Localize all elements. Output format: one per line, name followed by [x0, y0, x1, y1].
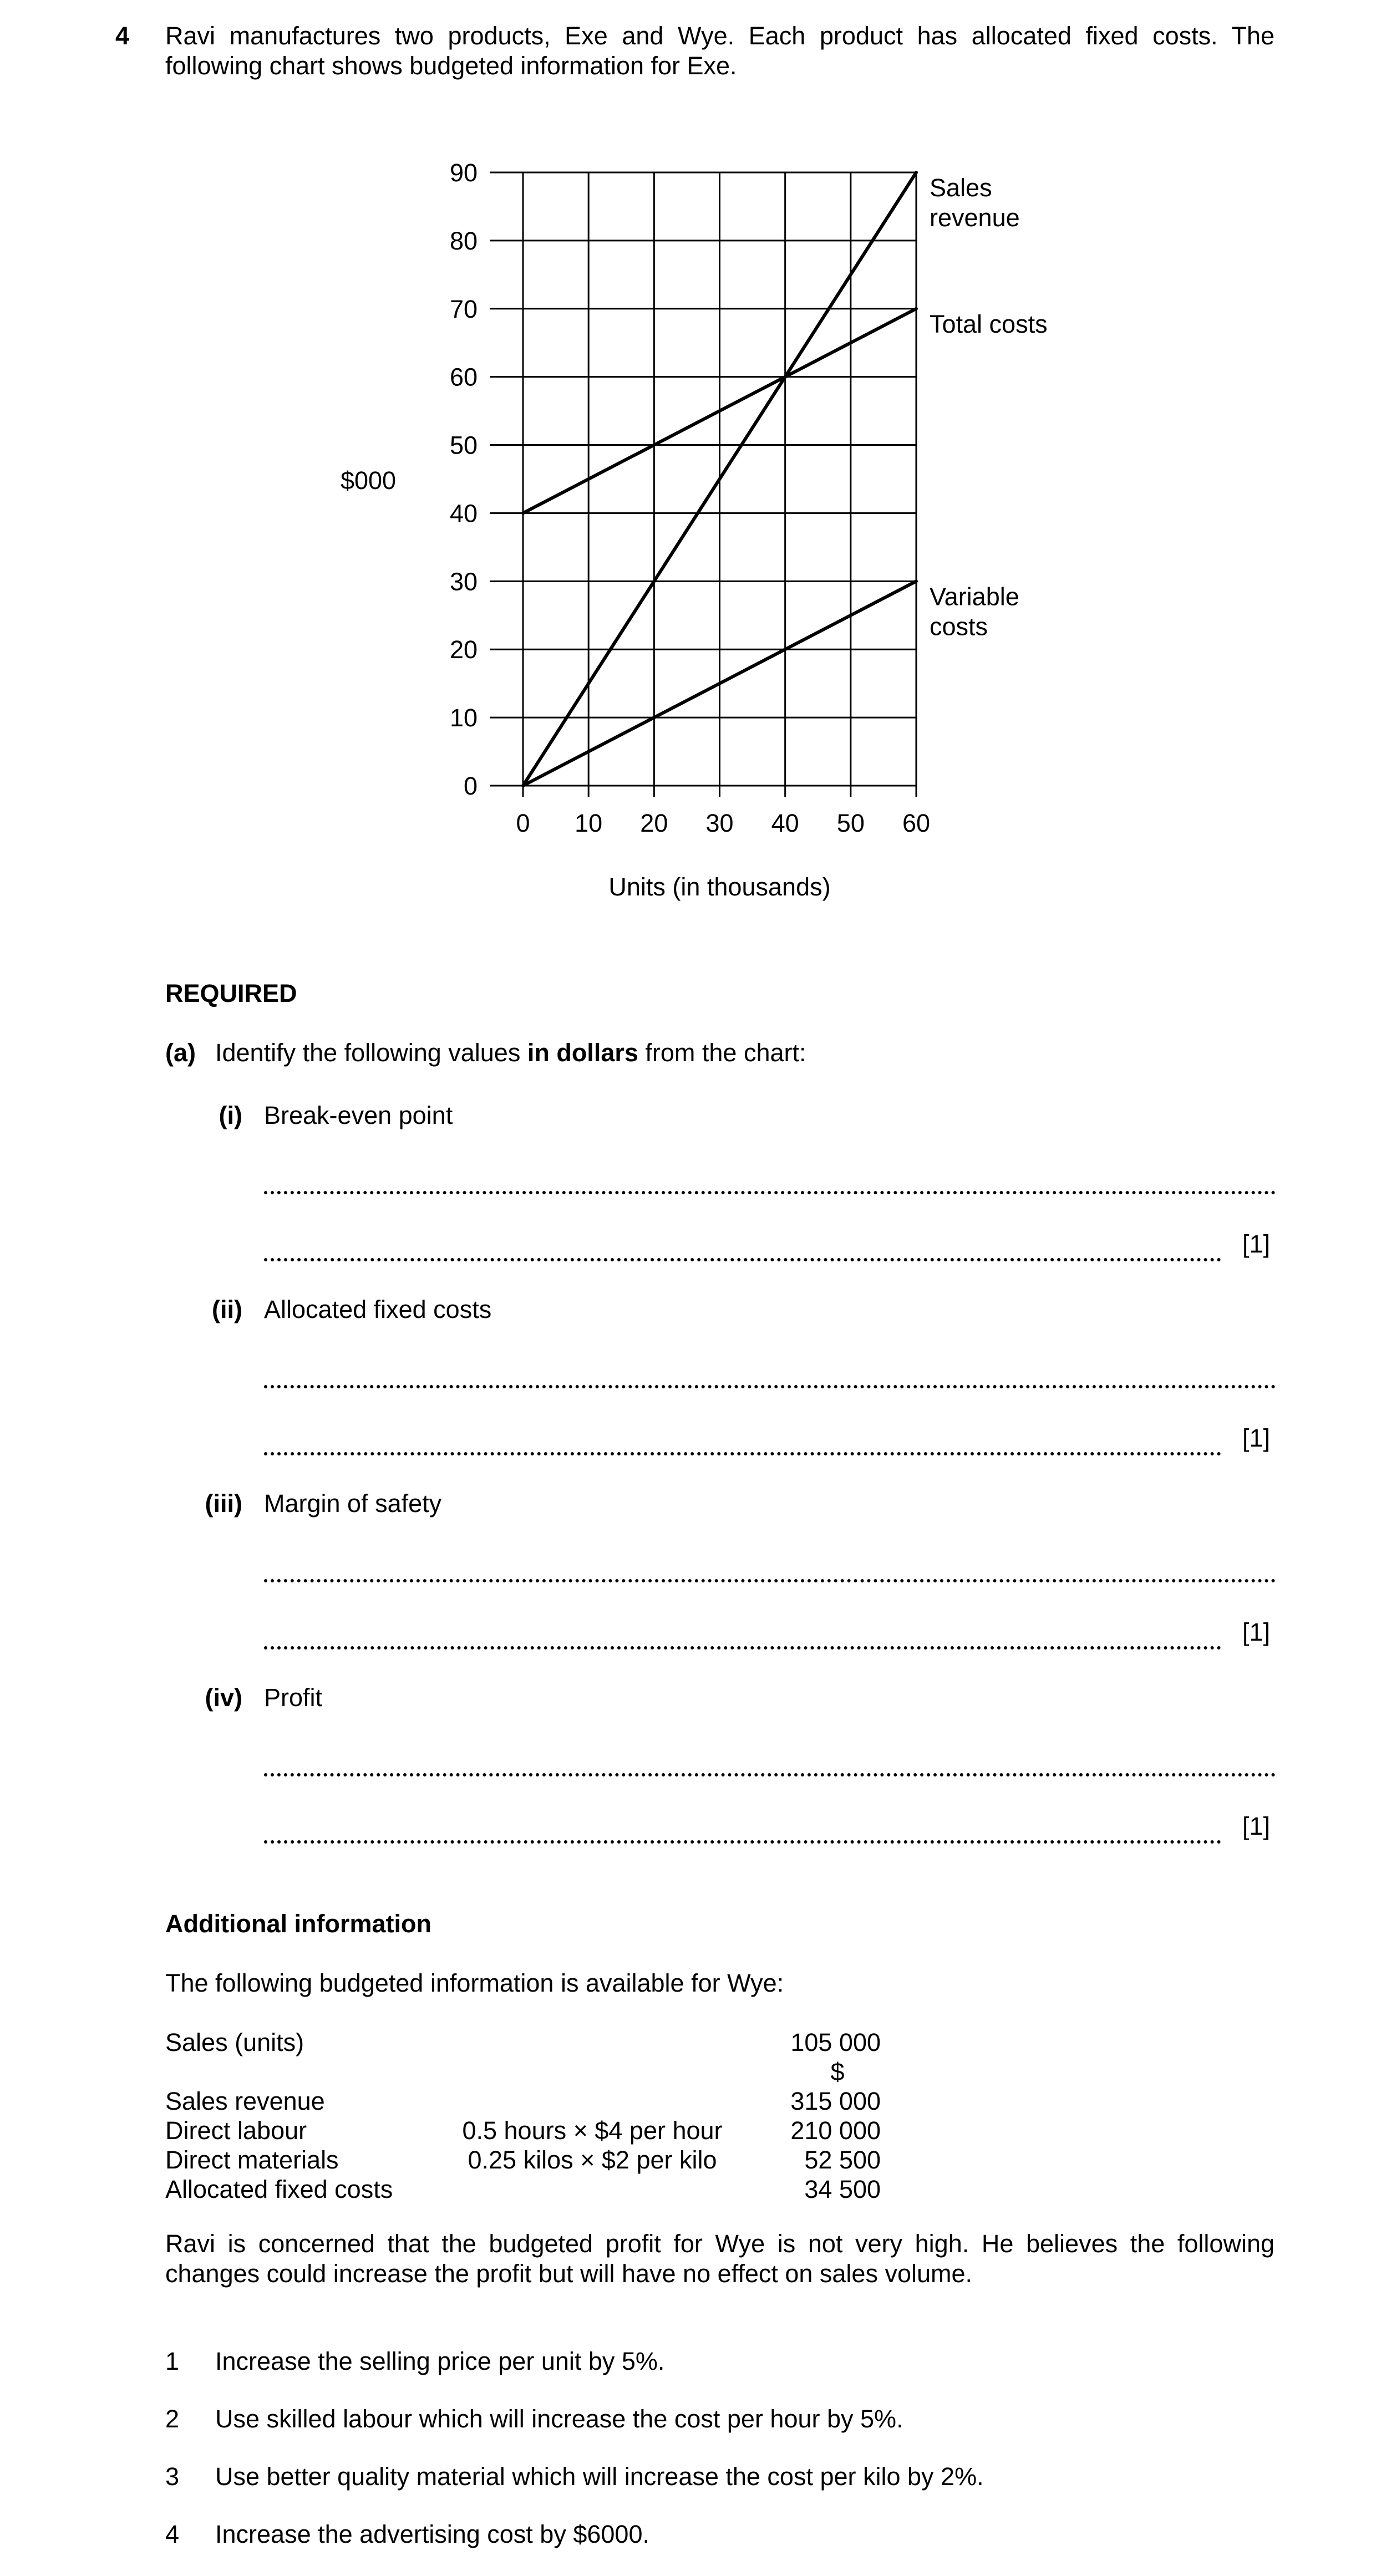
y-tick-label: 80 [449, 226, 478, 255]
y-tick-label: 50 [449, 431, 478, 460]
x-tick-label: 40 [771, 809, 799, 837]
mark-allocation: [1] [1242, 1618, 1271, 1646]
item-text: Allocated fixed costs [264, 1295, 492, 1323]
change-text: Increase the advertising cost by $6000. [215, 2520, 649, 2548]
intro-line-2: following chart shows budgeted information for Exe. [165, 52, 737, 80]
x-tick-label: 30 [705, 809, 734, 837]
y-tick-label: 20 [449, 635, 478, 664]
series-label-line-2: costs [930, 612, 988, 641]
answer-line[interactable] [264, 1579, 1276, 1582]
table-row-detail: 0.5 hours × $4 per hour [462, 2116, 723, 2145]
additional-heading: Additional information [165, 1910, 431, 1938]
part-a-text-bold: in dollars [527, 1038, 638, 1067]
table-row-value: 315 000 [790, 2087, 881, 2115]
concern-paragraph [165, 2229, 1275, 2289]
x-tick-label: 10 [575, 809, 603, 837]
y-tick-label: 40 [449, 499, 478, 528]
x-axis-label: Units (in thousands) [608, 873, 831, 901]
table-row-value: 210 000 [790, 2116, 881, 2145]
change-text: Use better quality material which will increase the cost per kilo by 2%. [215, 2462, 984, 2491]
x-tick-label: 50 [836, 809, 865, 837]
y-tick-label: 0 [463, 772, 478, 800]
mark-allocation: [1] [1242, 1424, 1271, 1452]
y-tick-label: 10 [449, 704, 478, 732]
item-label: (iii) [205, 1489, 242, 1518]
table-row-detail: 0.25 kilos × $2 per kilo [468, 2146, 717, 2174]
table-row-label: Sales revenue [165, 2087, 325, 2115]
item-text: Margin of safety [264, 1489, 442, 1518]
table-row-value: 34 500 [804, 2175, 881, 2203]
mark-allocation: [1] [1242, 1812, 1271, 1840]
item-text: Break-even point [264, 1101, 453, 1129]
item-label: (i) [219, 1101, 242, 1129]
item-label: (ii) [212, 1295, 242, 1323]
change-number: 3 [165, 2462, 180, 2491]
part-a-text-after: from the chart: [638, 1038, 806, 1067]
table-row-value: 105 000 [790, 2028, 881, 2056]
intro-line-1: Ravi manufactures two products, Exe and Wye. Each product has allocated fixed costs. The [165, 22, 1275, 50]
part-a-text-before: Identify the following values [215, 1038, 527, 1067]
x-tick-label: 60 [902, 809, 931, 837]
answer-line[interactable] [264, 1773, 1276, 1776]
required-heading: REQUIRED [165, 979, 297, 1007]
change-number: 4 [165, 2520, 180, 2548]
mark-allocation: [1] [1242, 1230, 1271, 1258]
break-even-chart [0, 0, 1376, 943]
table-row-value: $ [830, 2058, 845, 2086]
answer-line[interactable] [264, 1840, 1221, 1844]
item-text: Profit [264, 1683, 323, 1712]
table-row-label: Sales (units) [165, 2028, 304, 2056]
answer-line[interactable] [264, 1452, 1221, 1455]
y-tick-label: 60 [449, 363, 478, 391]
item-label: (iv) [205, 1683, 242, 1712]
answer-line[interactable] [264, 1646, 1221, 1650]
y-tick-label: 90 [449, 159, 478, 187]
table-row-label: Direct materials [165, 2146, 339, 2174]
concern-line-2: changes could increase the profit but will have no effect on sales volume. [165, 2259, 973, 2288]
x-tick-label: 20 [640, 809, 668, 837]
change-number: 1 [165, 2347, 180, 2375]
series-label-line-1: Variable [930, 582, 1019, 611]
y-tick-label: 70 [449, 294, 478, 323]
change-text: Use skilled labour which will increase the cost per hour by 5%. [215, 2405, 903, 2433]
y-axis-label: $000 [340, 466, 397, 495]
table-row-label: Direct labour [165, 2116, 307, 2145]
answer-line[interactable] [264, 1385, 1276, 1388]
answer-line[interactable] [264, 1258, 1221, 1261]
table-row-label: Allocated fixed costs [165, 2175, 393, 2203]
y-tick-label: 30 [449, 567, 478, 596]
change-text: Increase the selling price per unit by 5%. [215, 2347, 665, 2375]
question-number: 4 [115, 22, 130, 50]
part-a-label: (a) [165, 1038, 196, 1067]
x-tick-label: 0 [516, 809, 530, 837]
series-label-line-2: revenue [930, 203, 1020, 232]
change-number: 2 [165, 2405, 180, 2433]
series-label-line-1: Sales [930, 174, 992, 202]
answer-line[interactable] [264, 1191, 1276, 1194]
concern-line-1: Ravi is concerned that the budgeted profit for Wye is not very high. He believes the following [165, 2229, 1275, 2258]
table-row-value: 52 500 [804, 2146, 881, 2174]
additional-intro: The following budgeted information is available for Wye: [165, 1969, 784, 1997]
part-a-question [215, 1038, 806, 1068]
series-label: Total costs [930, 309, 1048, 338]
